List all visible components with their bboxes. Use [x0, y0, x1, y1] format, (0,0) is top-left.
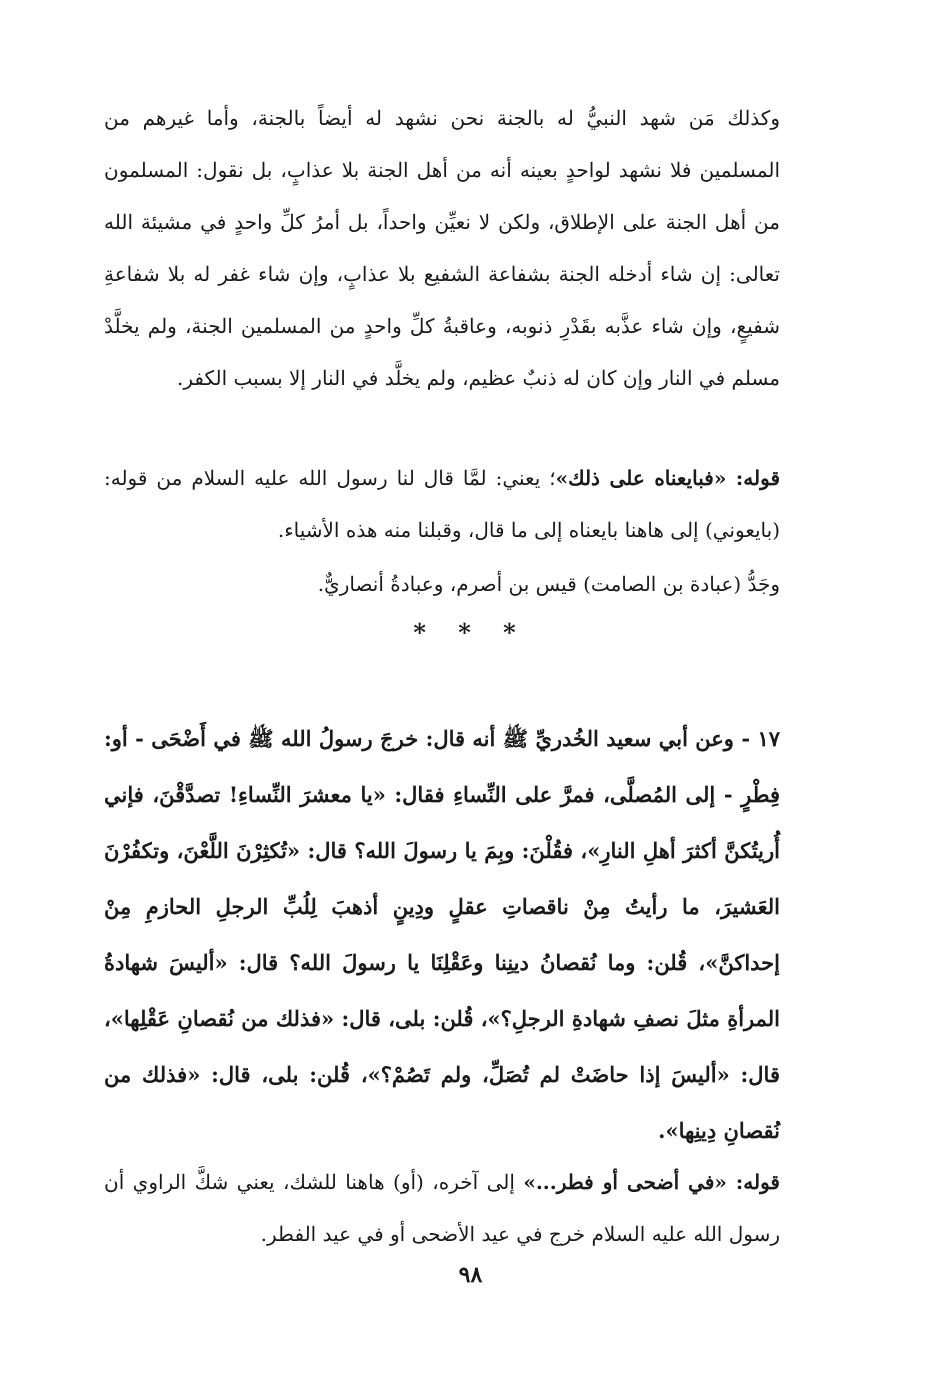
- paragraph-intro: [104, 92, 820, 404]
- quoted-lead: قوله: «في أضحى أو فطر...»: [523, 1170, 780, 1194]
- paragraph-text: ؛ يعني: لمَّا قال لنا رسول الله عليه السلام من قوله: (بايعوني) إلى هاهنا بايعناه إلى ما قال، وقبلنا منه هذه الأشياء.: [104, 466, 780, 542]
- hadith-text: [104, 690, 820, 1180]
- section-separator: * * *: [413, 618, 528, 647]
- commentary-text: إلى آخره، (أو) هاهنا للشك، يعني شكَّ الراوي أن رسول الله عليه السلام خرج في عيد الأضحى أو في عيد الفطر.: [104, 1170, 780, 1246]
- paragraph-ubadah: [104, 558, 820, 610]
- quoted-lead: قوله: «فبايعناه على ذلك»: [555, 466, 781, 490]
- hadith-body: ١٧ - وعن أبي سعيد الخُدريِّ ﷺ أنه قال: خرجَ رسولُ الله ﷺ في أَضْحَى - أو: فِطْرٍ - إلى المُصلَّى، فمرَّ على النِّساءِ فقال: «يا معشرَ النِّساءِ! تصدَّقْنَ، فإني أُريتُكنَّ أكثرَ أهلِ النارِ»، فقُلْنَ: وبِمَ يا رسولَ الله؟ قال: «تُكثِرْنَ اللَّعْنَ، وتكفُرْنَ العَشيرَ، ما رأيتُ مِنْ ناقصاتِ عقلٍ ودِينٍ أذهبَ لِلُبِّ الرجلِ الحازمِ مِنْ إحداكنَّ»، قُلن: وما نُقصانُ دينِنا وعَقْلِنَا يا رسولَ الله؟ قال: «أليسَ شهادةُ المرأةِ مثلَ نصفِ شهادةِ الرجلِ؟»، قُلن: بلى، قال: «فذلك من نُقصانِ عَقْلِها»، قال: «أليسَ إذا حاضَتْ لم تُصَلِّ، ولم تَصُمْ؟»، قُلن: بلى، قال: «فذلك من نُقصانِ دِينِها».: [104, 726, 780, 1143]
- paragraph-text: وجَدُّ (عبادة بن الصامت) قيس بن أصرم، وعبادةُ أنصاريٌّ.: [317, 572, 780, 596]
- paragraph-text: وكذلك مَن شهد النبيُّ له بالجنة نحن نشهد له أيضاً بالجنة، وأما غيرهم من المسلمين فلا نشهد لواحدٍ بعينه أنه من أهل الجنة بلا عذابٍ، بل نقول: المسلمون من أهل الجنة على الإطلاق، ولكن لا نعيِّن واحداً، بل أمرُ كلِّ واحدٍ في مشيئة الله تعالى: إن شاء أدخله الجنة بشفاعة الشفيع بلا عذابٍ، وإن شاء غفر له بلا شفاعةِ شفيعٍ، وإن شاء عذَّبه بقَدْرِ ذنوبه، وعاقبةُ كلِّ واحدٍ من المسلمين الجنة، ولم يخلَّدْ مسلم في النار وإن كان له ذنبٌ عظيم، ولم يخلَّد في النار إلا بسبب الكفر.: [104, 106, 780, 390]
- paragraph-bayah: [104, 452, 820, 556]
- commentary-paragraph: [104, 1136, 820, 1280]
- page-number: ٩٨: [458, 1262, 483, 1288]
